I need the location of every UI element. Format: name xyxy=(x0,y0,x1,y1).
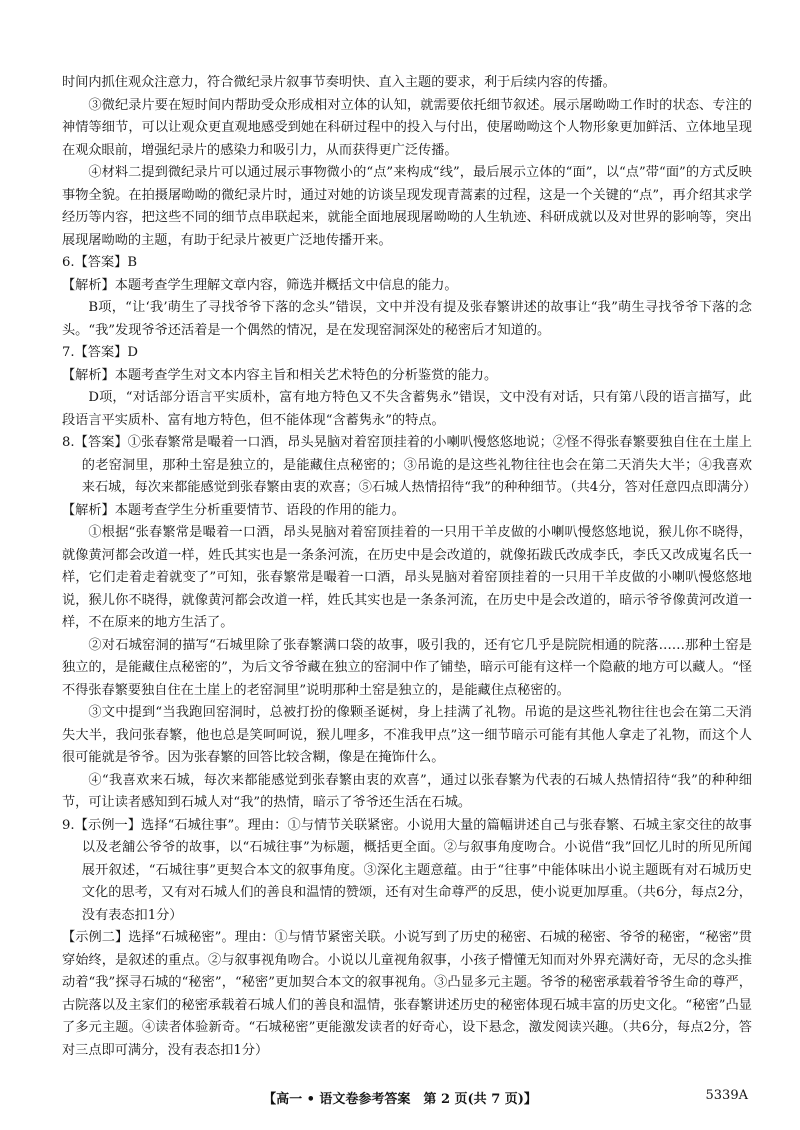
q9-example-1: 9.【示例一】选择“石城往事”。理由：①与情节关联紧密。小说用大量的篇幅讲述自己与张春繁、石城主家交往的故事以及老舖公爷爷的故事，以“石城往事”为标题，概括更全面。②与叙事角度吻合。小说借“我”回忆儿时的所见所闻展开叙述，“石城往事”更契合本文的叙事角度。③深化主题意蕴。由于“往事”中能体味出小说主题既有对石城历史文化的思考，又有对石城人们的善良和温情的赞颂，还有对生命尊严的反思，使小说更加厚重。（共6分，每点2分，没有表态扣1分） xyxy=(62,817,752,923)
q7-answer: 7.【答案】D xyxy=(62,345,138,360)
footer-exam-code: 5339A xyxy=(705,1088,748,1103)
page-content xyxy=(62,72,757,1062)
q7-analysis-detail: D项，“对话部分语言平实质朴，富有地方特色又不失含蓄隽永”错误，文中没有对话，只有第八段的语言描写，此段语言平实质朴、富有地方特色，但不能体现“含蓄隽永”的特点。 xyxy=(62,390,752,428)
page-footer xyxy=(0,1088,800,1108)
paragraph-point-3: ③微纪录片要在短时间内帮助受众形成相对立体的认知，就需要依托细节叙述。展示屠呦呦工作时的状态、专注的神情等细节，可以让观众更直观地感受到她在科研过程中的投入与付出，使屠呦呦这个人物形象更加鲜活、立体地呈现在观众眼前，增强纪录片的感染力和吸引力，从而获得更广泛传播。 xyxy=(62,97,752,158)
q8-analysis-point-1: ①根据“张春繁常是嘬着一口酒，昂头晃脑对着窑顶挂着的一只用干羊皮做的小喇叭慢悠悠地说，猴儿你不晓得，就像黄河都会改道一样，姓氏其实也是一条条河流，在历史中是会改道的，就像拓跋氏改成李氏，李氏又改成嵬名氏一样，它们走着走着就变了”可知，张春繁常是嘬着一口酒，昂头晃脑对着窑顶挂着的一只用干羊皮做的小喇叭慢悠悠地说，猴儿你不晓得，就像黄河都会改道一样，姓氏其实也是一条条河流，在历史中是会改道的，暗示爷爷像黄河改道一样，不在原来的地方生活了。 xyxy=(62,525,752,630)
q7-analysis: 【解析】本题考查学生对文本内容主旨和相关艺术特色的分析鉴赏的能力。 xyxy=(62,367,498,383)
q6-analysis: 【解析】本题考查学生理解文章内容，筛选并概括文中信息的能力。 xyxy=(62,277,458,293)
q6-analysis-detail: B项，“让‘我’萌生了寻找爷爷下落的念头”错误，文中并没有提及张春繁讲述的故事让“我”萌生寻找爷爷下落的念头。“我”发现爷爷还活着是一个偶然的情况，是在发现窑洞深处的秘密后才知道的。 xyxy=(62,300,752,338)
q8-analysis-point-4: ④“我喜欢来石城，每次来都能感觉到张春繁由衷的欢喜”，通过以张春繁为代表的石城人热情招待“我”的种种细节，可让读者感知到石城人对“我”的热情，暗示了爷爷还生活在石城。 xyxy=(62,772,752,810)
q8-analysis-point-2: ②对石城窑洞的描写“石城里除了张春繁满口袋的故事，吸引我的，还有它几乎是院院相通的院落……那种土窑是独立的，是能藏住点秘密的”，为后文爷爷藏在独立的窑洞中作了铺垫，暗示可能有这样一个隐蔽的地方可以藏人。“怪不得张春繁要独自住在土崖上的老窑洞里”说明那种土窑是独立的，是能藏住点秘密的。 xyxy=(62,637,752,698)
q8-answer: 8.【答案】①张春繁常是嘬着一口酒，昂头晃脑对着窑顶挂着的小喇叭慢悠悠地说；②怪不得张春繁要独自住在土崖上的老窑洞里，那种土窑是独立的，是能藏住点秘密的；③吊诡的是这些礼物往往也会在第二天消失大半；④我喜欢来石城，每次来都能感觉到张春繁由衷的欢喜；⑤石城人热情招待“我”的种种细节。（共4分，答对任意四点即满分） xyxy=(62,435,757,495)
paragraph-continuation: 时间内抓住观众注意力，符合微纪录片叙事节奏明快、直入主题的要求，利于后续内容的传播。 xyxy=(62,75,616,90)
q8-analysis: 【解析】本题考查学生分析重要情节、语段的作用的能力。 xyxy=(62,502,405,518)
paragraph-point-4: ④材料二提到微纪录片可以通过展示事物微小的“点”来构成“线”，最后展示立体的“面”，以“点”带“面”的方式反映事物全貌。在拍摄屠呦呦的微纪录片时，通过对她的访谈呈现发现青蒿素的过程，这是一个关键的“点”，再介绍其求学经历等内容，把这些不同的细节点串联起来，就能全面地展现屠呦呦的人生轨迹、科研成就以及对世界的影响等，突出展现屠呦呦的主题，有助于纪录片被更广泛地传播开来。 xyxy=(62,165,752,248)
footer-page-label: 【高一 • 语文卷参考答案 第 2 页(共 7 页)】 xyxy=(263,1092,537,1107)
q6-answer: 6.【答案】B xyxy=(62,255,138,270)
q8-analysis-point-3: ③文中提到“当我跑回窑洞时，总被打扮的像颗圣诞树，身上挂满了礼物。吊诡的是这些礼物往往也会在第二天消失大半，我问张春繁，他也总是笑呵呵说，猴儿哩多，不准我甲点”这一细节暗示可能有其他人拿走了礼物，而这个人很可能就是爷爷。因为张春繁的回答比较含糊，像是在掩饰什么。 xyxy=(62,705,752,765)
q9-example-2: 【示例二】选择“石城秘密”。理由：①与情节紧密关联。小说写到了历史的秘密、石城的秘密、爷爷的秘密，“秘密”贯穿始终，是叙述的重点。②与叙事视角吻合。小说以儿童视角叙事，小孩子懵懂无知而对外界充满好奇，无尽的念头推动着“我”探寻石城的“秘密”，“秘密”更加契合本文的叙事视角。③凸显多元主题。爷爷的秘密承载着爷爷生命的尊严，古院落以及主家们的秘密承载着石城人们的善良和温情，张春繁讲述历史的秘密体现石城丰富的历史文化。“秘密”凸显了多元主题。④读者体验新奇。“石城秘密”更能激发读者的好奇心，设下悬念，激发阅读兴趣。（共6分，每点2分，答对三点即可满分，没有表态扣1分） xyxy=(62,930,752,1058)
